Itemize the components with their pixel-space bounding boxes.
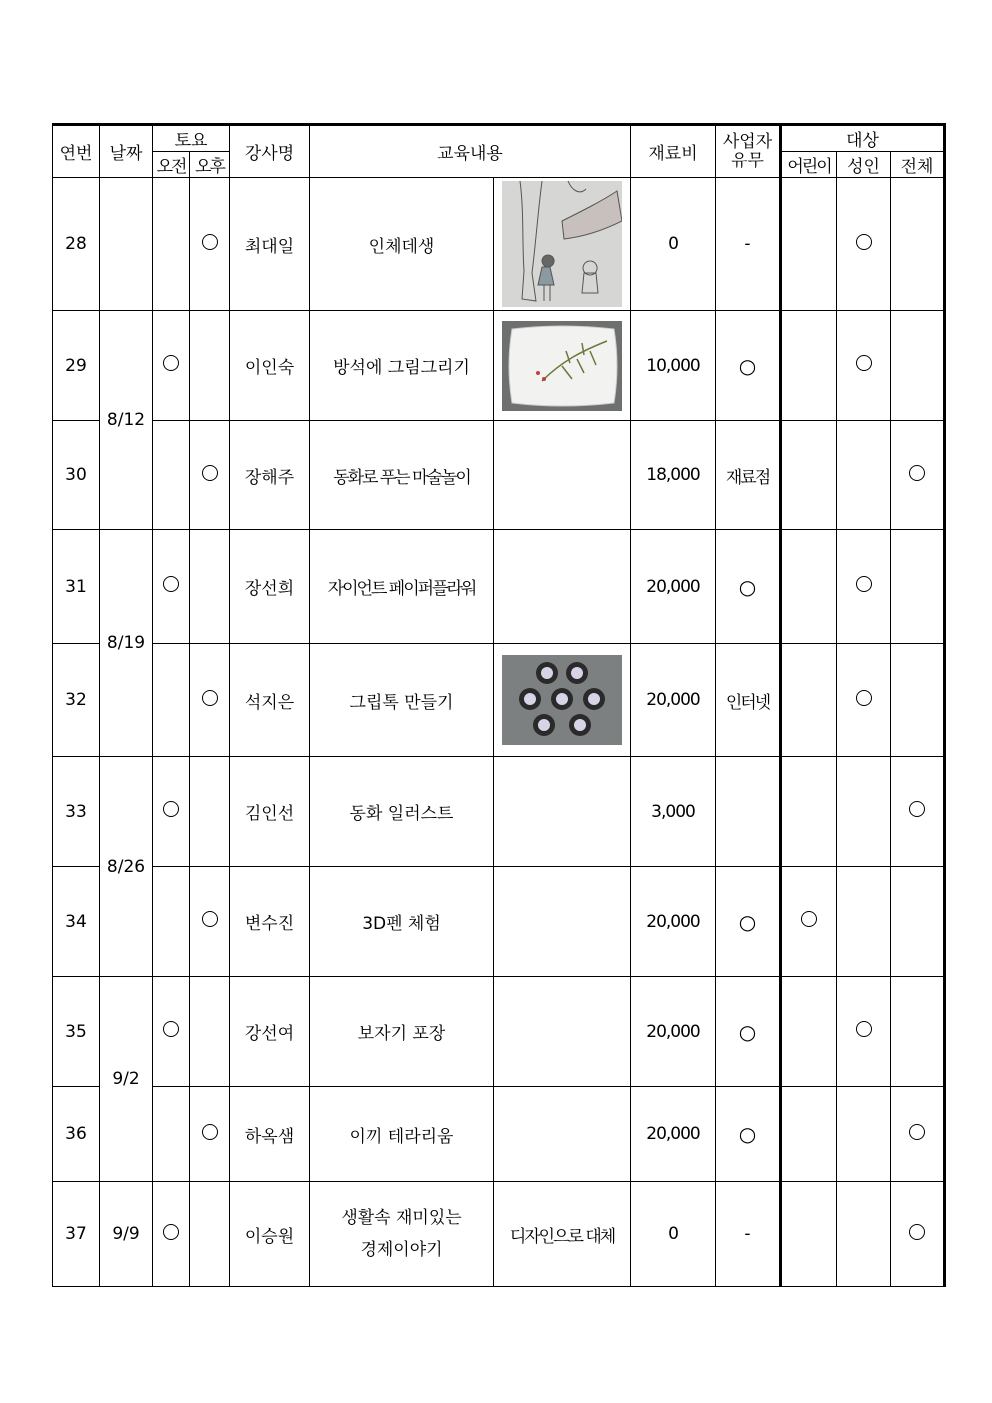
header-child: 어린이 xyxy=(781,152,837,178)
circle-mark xyxy=(856,355,872,371)
row-fee: 3,000 xyxy=(631,757,716,867)
header-instructor: 강사명 xyxy=(230,125,310,178)
table-row xyxy=(53,644,945,757)
row-fee: 20,000 xyxy=(631,644,716,757)
row-image xyxy=(494,757,631,867)
header-business-line1: 사업자 xyxy=(722,131,773,152)
row-no: 30 xyxy=(53,421,100,530)
circle-mark xyxy=(163,576,179,592)
row-child xyxy=(781,421,837,530)
header-date: 날짜 xyxy=(100,125,153,178)
row-date: 9/9 xyxy=(100,1182,153,1287)
circle-mark xyxy=(202,234,218,250)
row-date: 9/2 xyxy=(100,977,153,1182)
row-afternoon xyxy=(190,757,230,867)
circle-mark xyxy=(909,465,925,481)
row-adult xyxy=(837,178,891,311)
business-mark: ○ xyxy=(738,574,757,599)
row-all xyxy=(891,311,945,421)
row-instructor: 석지은 xyxy=(230,644,310,757)
row-all xyxy=(891,867,945,977)
row-no: 31 xyxy=(53,530,100,644)
circle-mark xyxy=(163,801,179,817)
row-adult xyxy=(837,1182,891,1287)
row-child xyxy=(781,644,837,757)
row-business xyxy=(716,1087,781,1182)
row-all xyxy=(891,530,945,644)
row-adult xyxy=(837,757,891,867)
circle-mark xyxy=(856,234,872,250)
row-no: 36 xyxy=(53,1087,100,1182)
circle-mark xyxy=(202,1124,218,1140)
row-image xyxy=(494,644,631,757)
row-fee: 20,000 xyxy=(631,867,716,977)
row-afternoon xyxy=(190,644,230,757)
row-business xyxy=(716,867,781,977)
row-content: 보자기 포장 xyxy=(310,977,494,1087)
business-mark: ○ xyxy=(738,1122,757,1146)
row-instructor: 장해주 xyxy=(230,421,310,530)
row-date xyxy=(100,178,153,311)
row-business: - xyxy=(716,178,781,311)
row-date: 8/19 xyxy=(100,530,153,757)
row-no: 34 xyxy=(53,867,100,977)
schedule-table xyxy=(52,123,946,1287)
circle-mark xyxy=(909,1124,925,1140)
circle-mark xyxy=(202,690,218,706)
row-image xyxy=(494,311,631,421)
row-adult xyxy=(837,644,891,757)
circle-mark xyxy=(801,911,817,927)
circle-mark xyxy=(163,355,179,371)
circle-mark xyxy=(909,1224,925,1240)
header-content: 교육내용 xyxy=(310,125,631,178)
row-no: 28 xyxy=(53,178,100,311)
header-afternoon: 오후 xyxy=(190,152,230,178)
row-fee: 20,000 xyxy=(631,977,716,1087)
business-mark: ○ xyxy=(738,353,757,378)
row-business xyxy=(716,977,781,1087)
row-morning xyxy=(153,421,190,530)
row-adult xyxy=(837,977,891,1087)
row-business xyxy=(716,757,781,867)
row-content-line1: 생활속 재미있는 xyxy=(341,1208,462,1228)
row-image xyxy=(494,977,631,1087)
row-content: 3D펜 체험 xyxy=(310,867,494,977)
row-no: 32 xyxy=(53,644,100,757)
row-afternoon xyxy=(190,1182,230,1287)
table-row xyxy=(53,1087,945,1182)
row-content: 동화로 푸는 마술놀이 xyxy=(310,421,494,530)
row-all xyxy=(891,178,945,311)
row-content: 이끼 테라리움 xyxy=(310,1087,494,1182)
header-target: 대상 xyxy=(781,125,945,152)
row-instructor: 최대일 xyxy=(230,178,310,311)
header-all: 전체 xyxy=(891,152,945,178)
row-content xyxy=(310,1182,494,1287)
row-child xyxy=(781,867,837,977)
row-afternoon xyxy=(190,867,230,977)
circle-mark xyxy=(202,465,218,481)
table-row xyxy=(53,311,945,421)
row-date: 8/26 xyxy=(100,757,153,977)
business-mark: ○ xyxy=(738,909,757,934)
row-no: 33 xyxy=(53,757,100,867)
row-image xyxy=(494,1087,631,1182)
row-morning xyxy=(153,1182,190,1287)
row-note: 디자인으로 대체 xyxy=(494,1182,631,1287)
row-image xyxy=(494,867,631,977)
row-all xyxy=(891,757,945,867)
row-instructor: 강선여 xyxy=(230,977,310,1087)
row-adult xyxy=(837,530,891,644)
griptok-image xyxy=(502,655,622,745)
row-all xyxy=(891,421,945,530)
row-all xyxy=(891,1182,945,1287)
row-content: 그립톡 만들기 xyxy=(310,644,494,757)
row-fee: 0 xyxy=(631,1182,716,1287)
row-child xyxy=(781,530,837,644)
row-child xyxy=(781,178,837,311)
row-morning xyxy=(153,977,190,1087)
row-instructor: 김인선 xyxy=(230,757,310,867)
table-row xyxy=(53,178,945,311)
table-row xyxy=(53,757,945,867)
row-instructor: 이승원 xyxy=(230,1182,310,1287)
circle-mark xyxy=(856,690,872,706)
row-afternoon xyxy=(190,311,230,421)
row-date: 8/12 xyxy=(100,311,153,530)
circle-mark xyxy=(856,1021,872,1037)
row-instructor: 하옥샘 xyxy=(230,1087,310,1182)
row-business: 인터넷 xyxy=(716,644,781,757)
cushion-image xyxy=(502,321,622,411)
row-child xyxy=(781,757,837,867)
header-fee: 재료비 xyxy=(631,125,716,178)
row-business xyxy=(716,530,781,644)
row-afternoon xyxy=(190,178,230,311)
row-fee: 20,000 xyxy=(631,530,716,644)
row-content: 방석에 그림그리기 xyxy=(310,311,494,421)
header-morning: 오전 xyxy=(153,152,190,178)
business-mark: ○ xyxy=(738,1019,757,1044)
row-adult xyxy=(837,1087,891,1182)
row-child xyxy=(781,1087,837,1182)
row-no: 37 xyxy=(53,1182,100,1287)
circle-mark xyxy=(163,1224,179,1240)
circle-mark xyxy=(856,576,872,592)
row-child xyxy=(781,311,837,421)
row-adult xyxy=(837,421,891,530)
table-row xyxy=(53,1182,945,1287)
row-adult xyxy=(837,867,891,977)
row-morning xyxy=(153,178,190,311)
row-adult xyxy=(837,311,891,421)
row-morning xyxy=(153,530,190,644)
header-no: 연번 xyxy=(53,125,100,178)
row-afternoon xyxy=(190,1087,230,1182)
row-fee: 20,000 xyxy=(631,1087,716,1182)
row-all xyxy=(891,1087,945,1182)
row-no: 35 xyxy=(53,977,100,1087)
circle-mark xyxy=(909,801,925,817)
row-all xyxy=(891,644,945,757)
row-fee: 0 xyxy=(631,178,716,311)
row-morning xyxy=(153,644,190,757)
row-instructor: 장선희 xyxy=(230,530,310,644)
row-morning xyxy=(153,311,190,421)
row-afternoon xyxy=(190,530,230,644)
row-child xyxy=(781,977,837,1087)
row-no: 29 xyxy=(53,311,100,421)
row-all xyxy=(891,977,945,1087)
circle-mark xyxy=(202,911,218,927)
row-content: 동화 일러스트 xyxy=(310,757,494,867)
table-row xyxy=(53,530,945,644)
row-instructor: 변수진 xyxy=(230,867,310,977)
drawing-image xyxy=(502,181,622,307)
row-child xyxy=(781,1182,837,1287)
header-row-1 xyxy=(53,125,945,152)
row-afternoon xyxy=(190,421,230,530)
table-row xyxy=(53,867,945,977)
circle-mark xyxy=(163,1021,179,1037)
row-business xyxy=(716,311,781,421)
header-business xyxy=(716,125,781,178)
row-business: 재료점 xyxy=(716,421,781,530)
row-fee: 18,000 xyxy=(631,421,716,530)
row-morning xyxy=(153,867,190,977)
row-morning xyxy=(153,1087,190,1182)
header-saturday: 토요 xyxy=(153,125,230,152)
row-content: 인체데생 xyxy=(310,178,494,311)
row-fee: 10,000 xyxy=(631,311,716,421)
row-content: 자이언트 페이퍼플라워 xyxy=(310,530,494,644)
row-content-line2: 경제이야기 xyxy=(360,1240,443,1260)
row-instructor: 이인숙 xyxy=(230,311,310,421)
header-business-line2: 유무 xyxy=(731,150,764,171)
header-adult: 성인 xyxy=(837,152,891,178)
row-image xyxy=(494,530,631,644)
row-image xyxy=(494,421,631,530)
table-row xyxy=(53,977,945,1087)
table-row xyxy=(53,421,945,530)
row-morning xyxy=(153,757,190,867)
row-business: - xyxy=(716,1182,781,1287)
row-afternoon xyxy=(190,977,230,1087)
row-image xyxy=(494,178,631,311)
